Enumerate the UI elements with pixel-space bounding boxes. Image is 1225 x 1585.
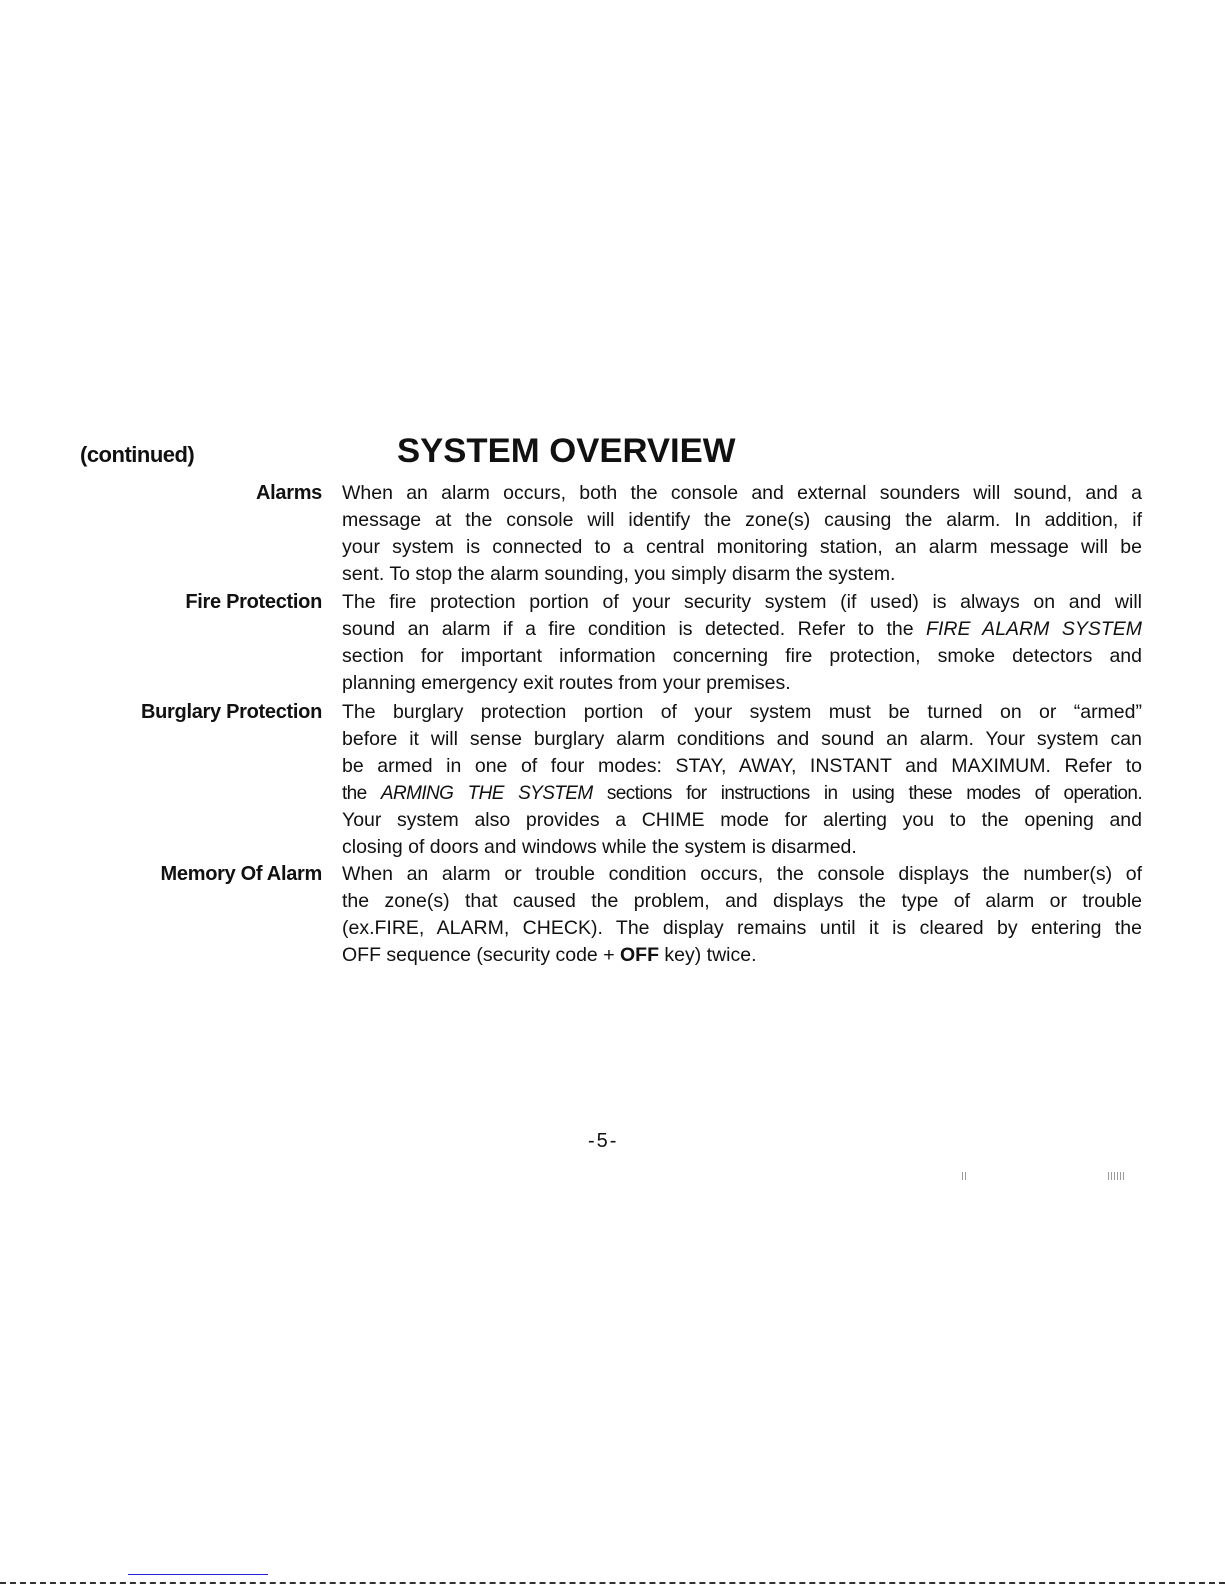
section-body (342, 699, 1142, 861)
section-reference: FIRE ALARM SYSTEM (926, 618, 1142, 640)
body-line: Your system also provides a CHIME mode for alerting you to the opening and (342, 809, 1142, 831)
body-line: planning emergency exit routes from your premises. (342, 672, 791, 694)
section-body (342, 589, 1142, 697)
page-edge-line (0, 1582, 1225, 1584)
body-line: be armed in one of four modes: STAY, AWAY, INSTANT and MAXIMUM. Refer to (342, 755, 1142, 777)
section-label: Memory Of Alarm (160, 863, 322, 885)
body-line: sent. To stop the alarm sounding, you simply disarm the system. (342, 563, 896, 585)
text: sound an alarm if a fire condition is detected. Refer to the (342, 618, 927, 640)
body-line: When an alarm occurs, both the console and external sounders will sound, and a (342, 482, 1142, 504)
body-line: When an alarm or trouble condition occurs, the console displays the number(s) of (342, 863, 1142, 885)
body-line: (ex.FIRE, ALARM, CHECK). The display remains until it is cleared by entering the (342, 917, 1142, 939)
body-line: The burglary protection portion of your system must be turned on or “armed” (342, 701, 1142, 723)
section-label: Alarms (255, 482, 322, 504)
text: sections for instructions in using these modes of operation. (592, 783, 1143, 804)
body-line: the zone(s) that caused the problem, and displays the type of alarm or trouble (342, 890, 1142, 912)
body-line: section for important information concerning fire protection, smoke detectors and (342, 645, 1142, 667)
section-body (342, 861, 1142, 969)
body-line: The fire protection portion of your security system (if used) is always on and will (342, 591, 1142, 613)
rule-line (128, 1574, 268, 1575)
text: the (342, 783, 381, 804)
body-line (342, 780, 1142, 807)
body-line: message at the console will identify the zone(s) causing the alarm. In addition, if (342, 509, 1142, 531)
section-body (342, 480, 1142, 588)
key-name: OFF (620, 944, 659, 966)
text: OFF sequence (security code + (342, 944, 620, 966)
body-line: your system is connected to a central monitoring station, an alarm message will be (342, 536, 1142, 558)
page-number: -5- (588, 1130, 619, 1152)
section-label: Fire Protection (185, 591, 322, 613)
body-line (342, 942, 1142, 969)
section-reference: ARMING THE SYSTEM (380, 783, 593, 804)
continued-label: (continued) (80, 442, 195, 467)
page-title: SYSTEM OVERVIEW (397, 432, 736, 470)
body-line: before it will sense burglary alarm conditions and sound an alarm. Your system can (342, 728, 1142, 750)
section-label: Burglary Protection (141, 701, 322, 723)
text: key) twice. (659, 944, 757, 966)
scan-artifact (1108, 1172, 1124, 1180)
body-line (342, 616, 1142, 643)
scan-artifact (962, 1172, 966, 1180)
body-line: closing of doors and windows while the system is disarmed. (342, 836, 857, 858)
